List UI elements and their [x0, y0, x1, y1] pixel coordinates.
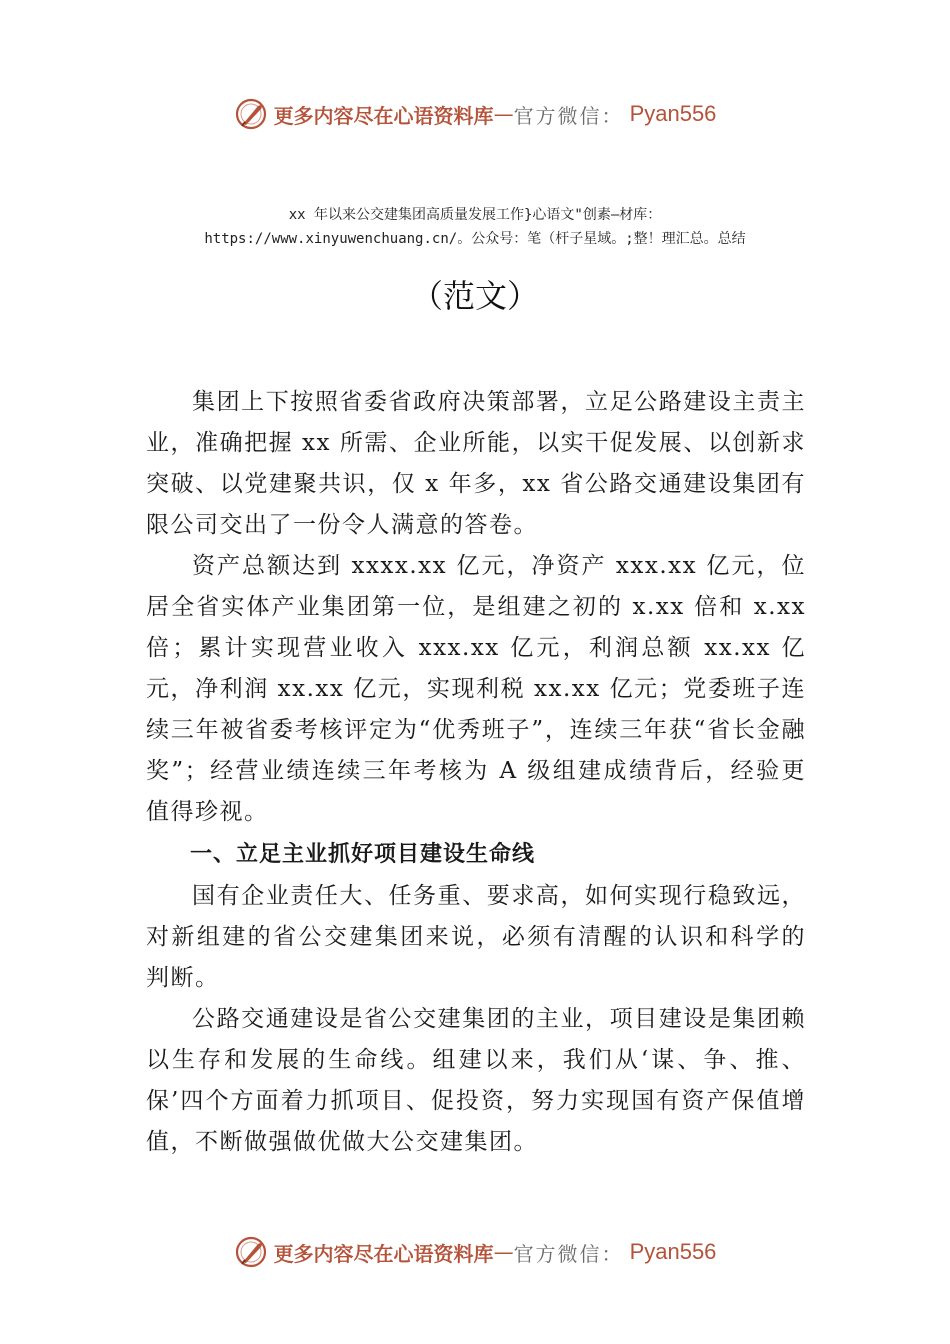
watermark-separator: — [493, 1240, 514, 1264]
watermark-banner-bottom [0, 1230, 950, 1274]
watermark-wechat-handle: Pyan556 [629, 1239, 717, 1264]
quill-pen-in-circle-icon [234, 1235, 268, 1269]
header-line-1: xx 年以来公交建集团高质量发展工作}心语文"创素—材库： [288, 207, 662, 223]
document-body [146, 382, 806, 1163]
body-paragraph-1: 集团上下按照省委省政府决策部署，立足公路建设主责主业，准确把握 xx 所需、企业所能，以实干促发展、以创新求突破、以党建聚共识，仅 x 年多，xx 省公路交通建设集团有限公司交出了一份令人满意的答卷。 [146, 389, 806, 538]
header-line-2: https://www.xinyuwenchuang.cn/。公众号：笔（杆子星域。;整！理汇总。总结 [204, 231, 746, 247]
body-paragraph-3: 国有企业责任大、任务重、要求高，如何实现行稳致远，对新组建的省公交建集团来说，必须有清醒的认识和科学的判断。 [146, 883, 806, 991]
watermark-wechat-label: 官方微信： [513, 103, 624, 128]
watermark-brand-text: 更多内容尽在心语资料库 [273, 1241, 494, 1266]
watermark-wechat-label: 官方微信： [513, 1241, 624, 1266]
body-paragraph-2: 资产总额达到 xxxx.xx 亿元，净资产 xxx.xx 亿元，位居全省实体产业集团第一位，是组建之初的 x.xx 倍和 x.xx 倍；累计实现营业收入 xxx.xx 亿元，利润总额 xx.xx 亿元，净利润 xx.xx 亿元，实现利税 xx.xx 亿元；党委班子连续三年被省委考核评定为“优秀班子”，连续三年获“省长金融奖”；经营业绩连续三年考核为 A 级组建成绩背后，经验更值得珍视。 [146, 553, 806, 825]
watermark-separator: — [493, 102, 514, 126]
body-paragraph-4: 公路交通建设是省公交建集团的主业，项目建设是集团赖以生存和发展的生命线。组建以来，我们从‘谋、争、推、保’四个方面着力抓项目、促投资，努力实现国有资产保值增值，不断做强做优做大公交建集团。 [146, 1006, 806, 1155]
section-heading-1: 一、立足主业抓好项目建设生命线 [190, 842, 536, 867]
document-title: （范文） [410, 277, 539, 315]
quill-pen-in-circle-icon [234, 97, 268, 131]
watermark-banner-top [0, 92, 950, 136]
watermark-brand-text: 更多内容尽在心语资料库 [273, 103, 494, 128]
document-header [0, 203, 950, 251]
watermark-wechat-handle: Pyan556 [629, 101, 717, 126]
